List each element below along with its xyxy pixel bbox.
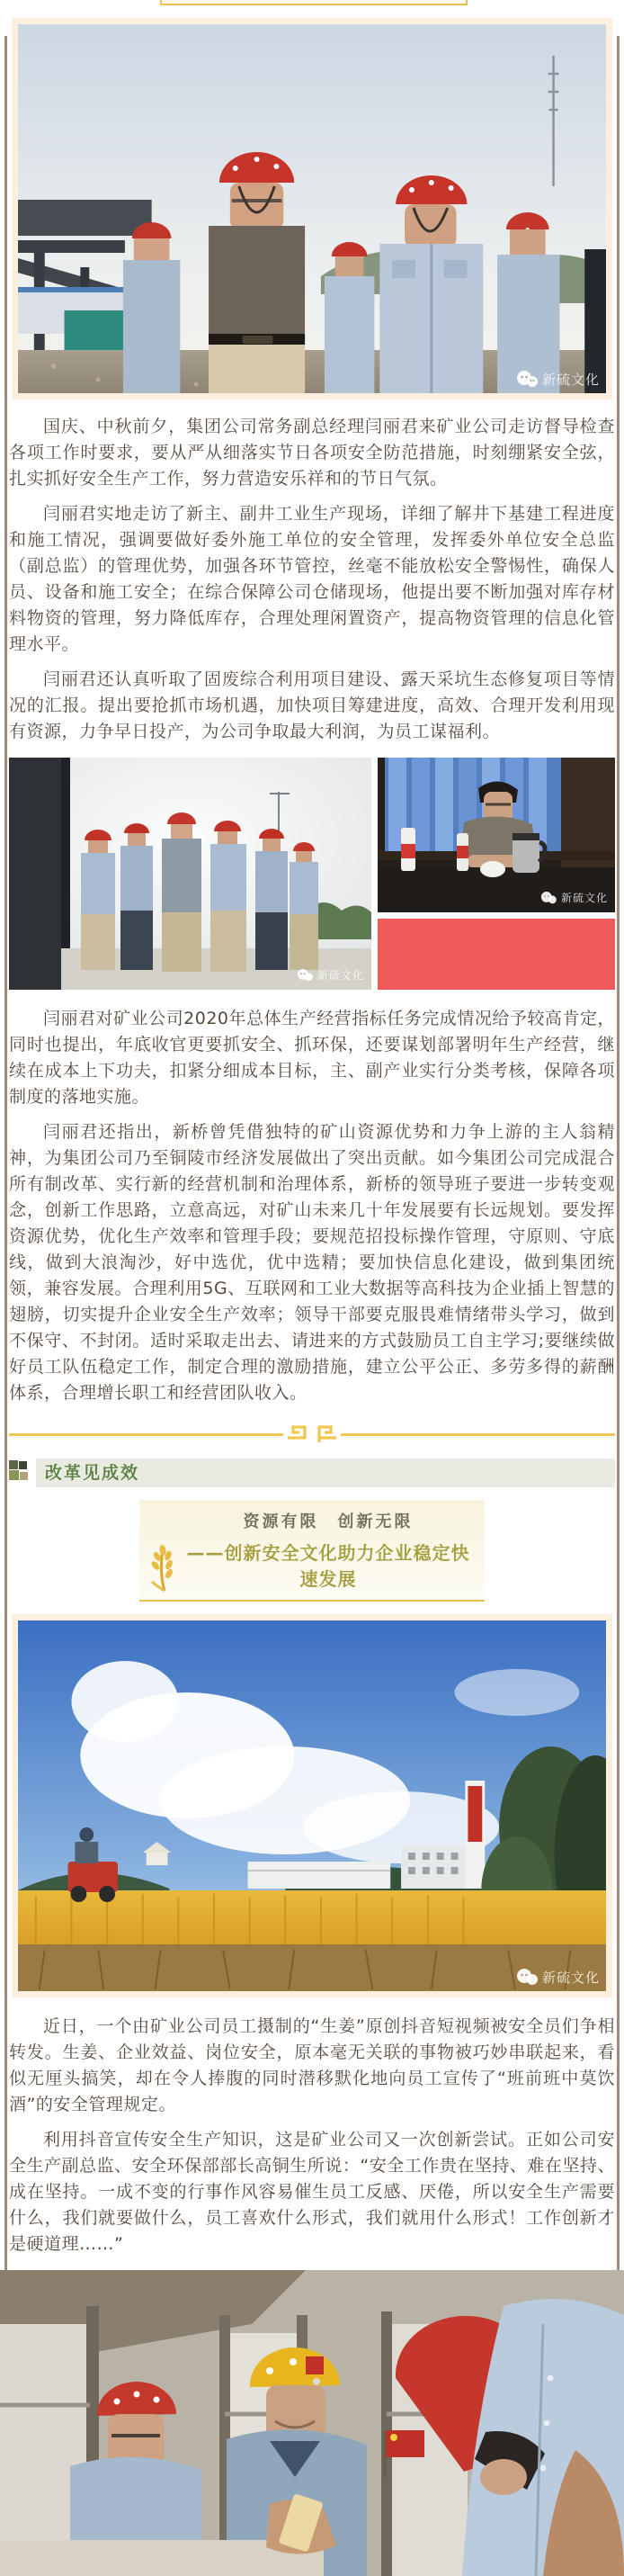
photo-watermark [516,1968,600,1987]
paragraph-safety-innovation-quote: 利用抖音宣传安全生产知识，这是矿业公司又一次创新尝试。正如公司安全生产副总监、安全环保部部长高铜生所说：“安全工作贵在坚持、难在坚持、成在坚持。一成不变的行事作风容易催生员工反感、厌倦，所以安全生产需要什么，我们就要做什么，员工喜欢什么形式，我们就用什么形式！工作创新才是硬道理……” [9,2130,615,2254]
paragraph-performance-review: 闫丽君对矿业公司2020年总体生产经营指标任务完成情况给予较高肯定，同时也提出，年底收官更要抓安全、抓环保，还要谋划部署明年生产经营，继续在成本上下功夫，扣紧分细成本目标，主、副产业实行分类考核，保障各项制度的落地实施。 [9,1009,615,1107]
photo-watermark [297,967,364,983]
photo-watermark [516,370,600,389]
inspection-photo-illustration [18,24,606,393]
watermark-text: 新硫文化 [560,892,608,904]
section-header [9,1459,615,1487]
paragraph-douyin-video: 近日，一个由矿业公司员工摄制的“生姜”原创抖音短视频被安全员们争相转发。生姜、企业效益、岗位安全，原本毫无关联的事物被巧妙串联起来，看似无厘头搞笑，却在令人捧腹的同时潜移默化地向员工宣传了“班前班中莫饮酒”的安全管理规定。 [9,2016,615,2114]
watermark-text: 新硫文化 [541,1970,600,1986]
squares-bullet-icon [9,1460,29,1484]
photo-watermark [540,890,608,905]
ornamental-divider [9,1424,615,1444]
wechat-bubbles-icon [516,371,538,388]
photo-inspection-group[interactable] [12,18,612,399]
photo-workers-standing[interactable] [9,758,371,990]
workers-photo-illustration [9,758,371,990]
divider-line-right [341,1433,615,1436]
paragraph-project-briefing: 闫丽君还认真听取了固废综合利用项目建设、露天采坑生态修复项目等情况的汇报。提出要抢抓市场机遇，加快项目筹建进度，高效、合理开发利用现有资源，力争早日投产，为公司争取最大利润，为员工谋福利。 [9,669,615,741]
photo-workers-table[interactable] [0,2270,624,2576]
divider-line-left [9,1433,283,1436]
red-placeholder-block [378,919,615,990]
section-title: 改革见成效 [45,1463,140,1483]
slogan-banner [139,1500,485,1602]
banner-line2: ——创新安全文化助力企业稳定快速发展 [186,1542,470,1590]
photo-meeting[interactable] [378,758,615,912]
workshop-photo-illustration [0,2270,624,2576]
photo-column-right [378,758,615,990]
wheat-icon [147,1542,177,1593]
banner-line1: 资源有限 创新无限 [243,1512,414,1531]
bracket-ornament-right-icon [315,1424,338,1444]
photo-row [9,758,615,990]
section-title-bar [36,1459,615,1487]
watermark-text: 新硫文化 [541,372,600,388]
previous-banner-remnant [160,0,468,5]
wechat-bubbles-icon [540,892,557,904]
photo-mine-landscape[interactable] [12,1614,612,1997]
paragraph-site-visit: 闫丽君实地走访了新主、副井工业生产现场，详细了解井下基建工程进度和施工情况，强调要做好委外施工单位的安全管理，发挥委外单位安全总监（副总监）的管理优势，加强各环节管控，丝毫不能放松安全警惕性，确保人员、设备和施工安全；在综合保障公司仓储现场，他提出要不断加强对库存材料物资的管理，努力降低库存，合理处理闲置资产，提高物资管理的信息化管理水平。 [9,504,615,654]
wechat-bubbles-icon [516,1969,538,1986]
paragraph-future-guidance: 闫丽君还指出，新桥曾凭借独特的矿山资源优势和力争上游的主人翁精神，为集团公司乃至铜陵市经济发展做出了突出贡献。如今集团公司完成混合所有制改革、实行新的经营机制和治理体系，新桥的领导班子要进一步转变观念，创新工作思路，立意高远，对矿山未来几十年发展要有长远规划。要发挥资源优势，优化生产效率和管理手段；要规范招投标操作管理，守原则、守底线，做到大浪淘沙，好中选优，优中选精；要加快信息化建设，做到集团统领，兼容发展。合理利用5G、互联网和工业大数据等高科技为企业插上智慧的翅膀，切实提升企业安全生产效率；领导干部要克服畏难情绪带头学习，做到不保守、不封闭。适时采取走出去、请进来的方式鼓励员工自主学习;要继续做好员工队伍稳定工作，制定合理的激励措施，建立公平公正、多劳多得的薪酬体系，合理增长职工和经营团队收入。 [9,1122,615,1403]
bracket-ornament-left-icon [286,1424,309,1444]
paragraph-festival-inspection: 国庆、中秋前夕，集团公司常务副总经理闫丽君来矿业公司走访督导检查各项工作时要求，要从严从细落实节日各项安全防范措施，时刻绷紧安全弦，扎实抓好安全生产工作，努力营造安乐祥和的节日气氛。 [9,417,615,489]
wechat-bubbles-icon [297,969,313,982]
watermark-text: 新硫文化 [316,969,364,982]
tower-sign [468,1786,482,1842]
landscape-photo-illustration [18,1620,606,1991]
